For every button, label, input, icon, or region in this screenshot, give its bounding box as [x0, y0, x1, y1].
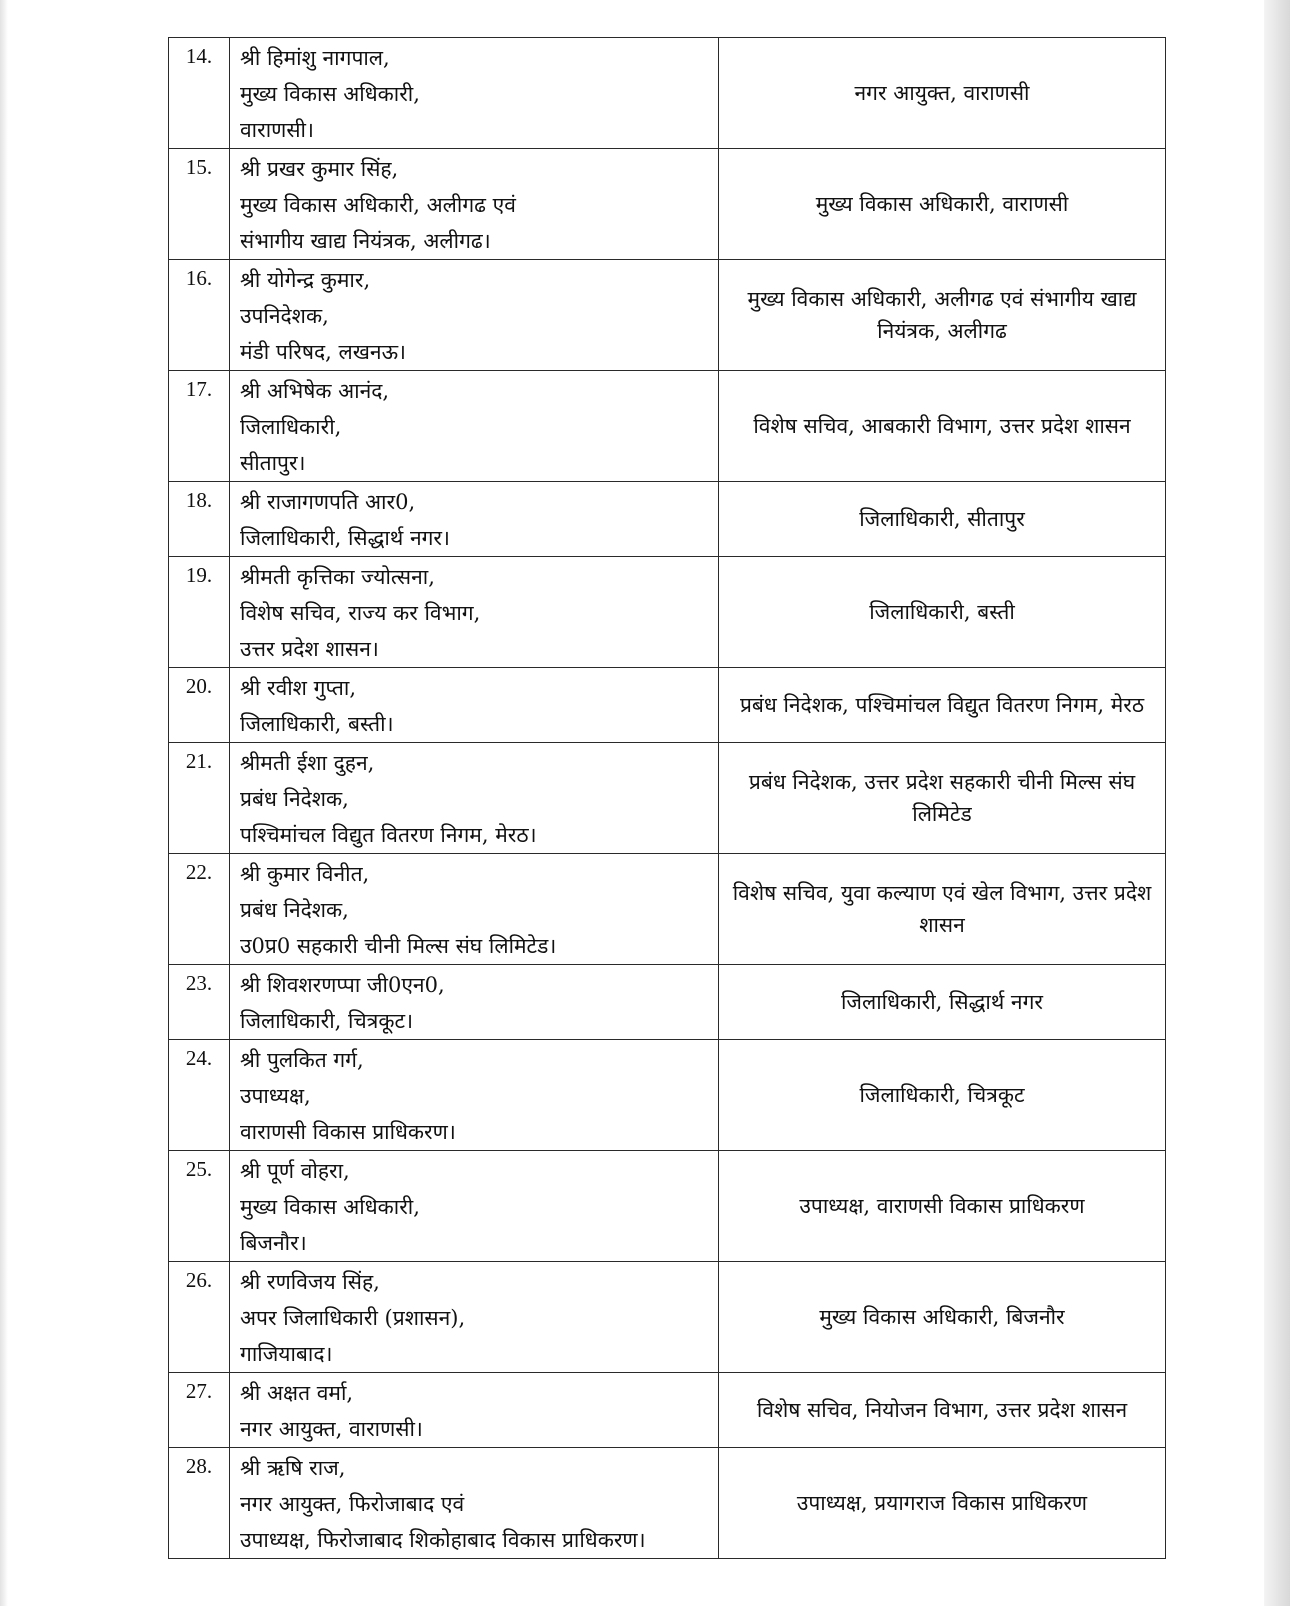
new-posting: मुख्य विकास अधिकारी, बिजनौर [719, 1262, 1166, 1373]
officer-current-posting [230, 965, 719, 1040]
serial-number: 21. [169, 743, 230, 854]
transfer-table-body [169, 38, 1166, 1559]
officer-current-posting [230, 743, 719, 854]
new-posting: प्रबंध निदेशक, उत्तर प्रदेश सहकारी चीनी मिल्स संघ लिमिटेड [719, 743, 1166, 854]
name-line: पश्चिमांचल विद्युत वितरण निगम, मेरठ। [240, 823, 537, 847]
name-line: श्री प्रखर कुमार सिंह, [240, 157, 399, 181]
name-line: श्री अक्षत वर्मा, [240, 1381, 354, 1405]
name-line: श्रीमती कृत्तिका ज्योत्सना, [240, 565, 435, 589]
table-row [169, 149, 1166, 260]
new-posting: विशेष सचिव, नियोजन विभाग, उत्तर प्रदेश शासन [719, 1373, 1166, 1448]
name-line: श्री राजागणपति आर0, [240, 490, 416, 514]
new-posting: जिलाधिकारी, सीतापुर [719, 482, 1166, 557]
name-line: उपाध्यक्ष, [240, 1084, 311, 1108]
table-row [169, 1448, 1166, 1559]
name-line: श्री योगेन्द्र कुमार, [240, 268, 371, 292]
officer-current-posting [230, 371, 719, 482]
serial-number: 27. [169, 1373, 230, 1448]
name-line: मुख्य विकास अधिकारी, [240, 82, 420, 106]
serial-number: 15. [169, 149, 230, 260]
table-row [169, 1373, 1166, 1448]
officer-current-posting [230, 149, 719, 260]
serial-number: 24. [169, 1040, 230, 1151]
new-posting: विशेष सचिव, युवा कल्याण एवं खेल विभाग, उत्तर प्रदेश शासन [719, 854, 1166, 965]
serial-number: 23. [169, 965, 230, 1040]
table-row [169, 668, 1166, 743]
name-line: वाराणसी। [240, 118, 314, 142]
officer-current-posting [230, 1151, 719, 1262]
table-row [169, 482, 1166, 557]
table-row [169, 965, 1166, 1040]
name-line: संभागीय खाद्य नियंत्रक, अलीगढ। [240, 229, 491, 253]
officer-current-posting [230, 668, 719, 743]
table-row [169, 1262, 1166, 1373]
name-line: श्री ऋषि राज, [240, 1456, 346, 1480]
serial-number: 20. [169, 668, 230, 743]
new-posting: जिलाधिकारी, चित्रकूट [719, 1040, 1166, 1151]
name-line: श्री रवीश गुप्ता, [240, 676, 357, 700]
name-line: मंडी परिषद, लखनऊ। [240, 340, 407, 364]
name-line: श्री हिमांशु नागपाल, [240, 46, 390, 70]
name-line: नगर आयुक्त, वाराणसी। [240, 1417, 423, 1441]
name-line: श्री शिवशरणप्पा जी0एन0, [240, 973, 445, 997]
serial-number: 22. [169, 854, 230, 965]
name-line: श्री कुमार विनीत, [240, 862, 370, 886]
name-line: अपर जिलाधिकारी (प्रशासन), [240, 1306, 466, 1330]
name-line: श्रीमती ईशा दुहन, [240, 751, 375, 775]
new-posting: मुख्य विकास अधिकारी, अलीगढ एवं संभागीय खाद्य नियंत्रक, अलीगढ [719, 260, 1166, 371]
table-row [169, 38, 1166, 149]
name-line: विशेष सचिव, राज्य कर विभाग, [240, 601, 481, 625]
serial-number: 17. [169, 371, 230, 482]
new-posting: उपाध्यक्ष, वाराणसी विकास प्राधिकरण [719, 1151, 1166, 1262]
officer-current-posting [230, 482, 719, 557]
table-row [169, 1151, 1166, 1262]
new-posting: प्रबंध निदेशक, पश्चिमांचल विद्युत वितरण निगम, मेरठ [719, 668, 1166, 743]
serial-number: 16. [169, 260, 230, 371]
name-line: उपनिदेशक, [240, 304, 329, 328]
name-line: प्रबंध निदेशक, [240, 898, 349, 922]
name-line: जिलाधिकारी, [240, 415, 342, 439]
serial-number: 25. [169, 1151, 230, 1262]
new-posting: मुख्य विकास अधिकारी, वाराणसी [719, 149, 1166, 260]
name-line: श्री पूर्ण वोहरा, [240, 1159, 350, 1183]
name-line: जिलाधिकारी, सिद्धार्थ नगर। [240, 526, 450, 550]
name-line: उत्तर प्रदेश शासन। [240, 637, 379, 661]
transfer-table [168, 37, 1166, 1559]
new-posting: जिलाधिकारी, सिद्धार्थ नगर [719, 965, 1166, 1040]
table-row [169, 371, 1166, 482]
table-row [169, 743, 1166, 854]
officer-current-posting [230, 260, 719, 371]
name-line: वाराणसी विकास प्राधिकरण। [240, 1120, 456, 1144]
serial-number: 28. [169, 1448, 230, 1559]
name-line: श्री पुलकित गर्ग, [240, 1048, 364, 1072]
new-posting: विशेष सचिव, आबकारी विभाग, उत्तर प्रदेश शासन [719, 371, 1166, 482]
officer-current-posting [230, 1373, 719, 1448]
name-line: प्रबंध निदेशक, [240, 787, 349, 811]
name-line: नगर आयुक्त, फिरोजाबाद एवं [240, 1492, 465, 1516]
name-line: उ0प्र0 सहकारी चीनी मिल्स संघ लिमिटेड। [240, 934, 557, 958]
name-line: मुख्य विकास अधिकारी, [240, 1195, 420, 1219]
new-posting: नगर आयुक्त, वाराणसी [719, 38, 1166, 149]
new-posting: जिलाधिकारी, बस्ती [719, 557, 1166, 668]
name-line: श्री अभिषेक आनंद, [240, 379, 390, 403]
officer-current-posting [230, 38, 719, 149]
serial-number: 18. [169, 482, 230, 557]
serial-number: 14. [169, 38, 230, 149]
name-line: बिजनौर। [240, 1231, 307, 1255]
officer-current-posting [230, 1040, 719, 1151]
page-edge-shadow-left [0, 0, 8, 1606]
page-edge-shadow-right [1264, 0, 1290, 1606]
name-line: गाजियाबाद। [240, 1342, 333, 1366]
table-row [169, 854, 1166, 965]
serial-number: 26. [169, 1262, 230, 1373]
name-line: सीतापुर। [240, 451, 306, 475]
officer-current-posting [230, 854, 719, 965]
name-line: जिलाधिकारी, चित्रकूट। [240, 1009, 414, 1033]
name-line: उपाध्यक्ष, फिरोजाबाद शिकोहाबाद विकास प्राधिकरण। [240, 1528, 646, 1552]
name-line: श्री रणविजय सिंह, [240, 1270, 380, 1294]
name-line: मुख्य विकास अधिकारी, अलीगढ एवं [240, 193, 516, 217]
officer-current-posting [230, 1262, 719, 1373]
table-row [169, 557, 1166, 668]
officer-current-posting [230, 1448, 719, 1559]
name-line: जिलाधिकारी, बस्ती। [240, 712, 394, 736]
new-posting: उपाध्यक्ष, प्रयागराज विकास प्राधिकरण [719, 1448, 1166, 1559]
officer-current-posting [230, 557, 719, 668]
serial-number: 19. [169, 557, 230, 668]
table-row [169, 260, 1166, 371]
table-row [169, 1040, 1166, 1151]
